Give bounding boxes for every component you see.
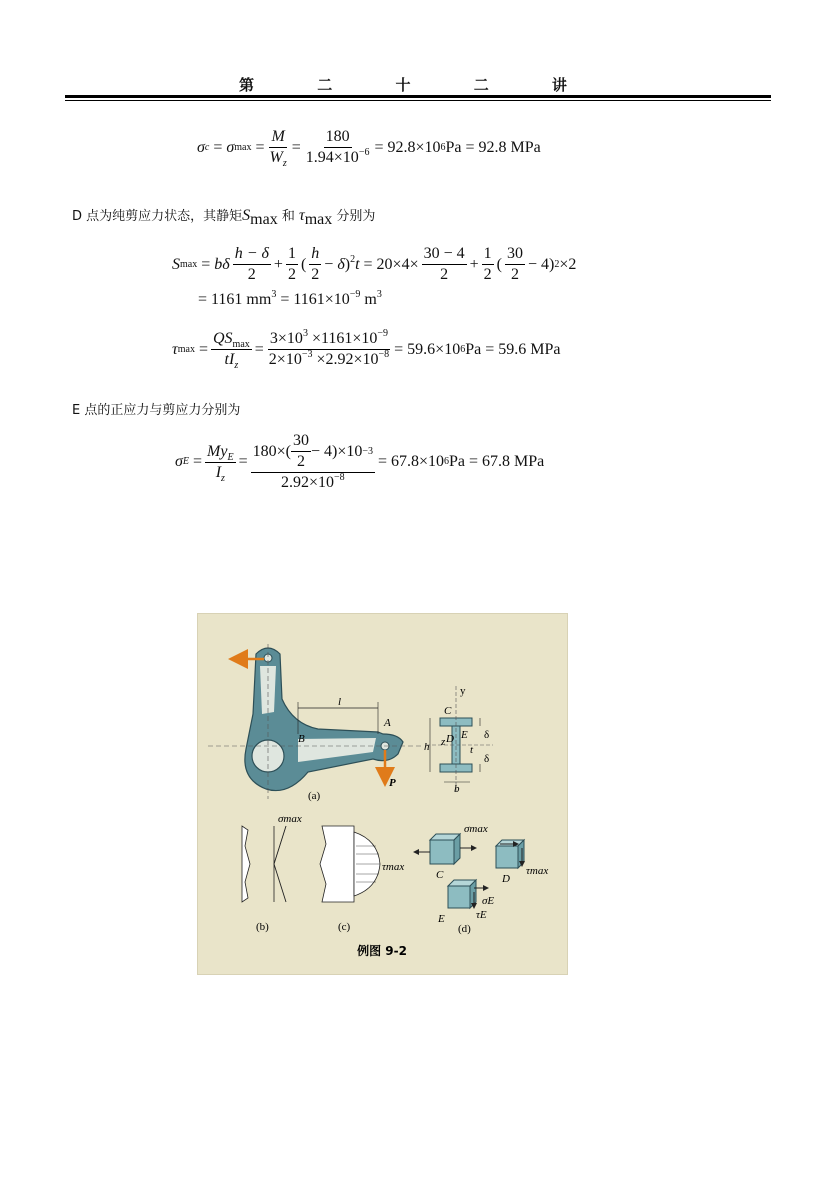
stress-diagram-b (242, 826, 286, 902)
eq3-num2b-exp: −9 (377, 328, 389, 339)
eq4-n30: 30 (291, 432, 311, 452)
eq4-num1: My (207, 442, 228, 460)
fig-label-E: E (461, 729, 468, 741)
eq2-fraction-h2 (309, 245, 321, 284)
fig-label-D-elem: D (502, 873, 510, 885)
stress-element-C (416, 834, 474, 864)
figure-example-9-2 (197, 613, 568, 975)
i-beam-cross-section (426, 686, 493, 792)
fig-label-E-elem: E (438, 913, 445, 925)
eq3-den1: tI (224, 351, 235, 368)
fig-label-C: C (444, 705, 452, 717)
fig-label-sigma-max-b: σmax (278, 813, 302, 825)
page-header: 第 二 十 二 讲 (239, 76, 596, 94)
eq2-rhs: = 20×4× (363, 255, 419, 273)
fig-label-a: (a) (308, 790, 321, 802)
fig-label-y: y (460, 685, 466, 697)
eq1-num1: M (269, 128, 286, 148)
eq4-result: = 67.8×10 (377, 453, 445, 470)
eq2-t1n: h − δ (233, 245, 271, 265)
paragraph-d-point: D 点为纯剪应力状态，其静矩$S_{max}$ 和 $\tau_{max}$ 分别为 (72, 207, 376, 228)
eq2-t1d: 2 (247, 266, 256, 283)
eq2-d2: 2 (440, 266, 449, 283)
eq1-den2-exp: −6 (358, 147, 370, 158)
eq1-lhs: σ (197, 138, 205, 156)
eq2-fraction-3 (422, 245, 467, 284)
eq3-den2-exp: −3 (301, 349, 313, 360)
fig-label-P: P (389, 777, 396, 789)
eq2-tail: − 4) (528, 255, 555, 273)
fig-label-c-panel: (c) (338, 921, 351, 933)
stress-element-E (448, 880, 486, 908)
eq1-fraction-2 (304, 128, 372, 167)
eq2-n30: 30 (505, 245, 525, 265)
para1-prefix: D 点为纯剪应力状态，其静矩 (72, 209, 243, 224)
eq2-line2-exp: 3 (271, 289, 277, 300)
header-rule-thin (65, 100, 771, 101)
eq4-den2: 2.92×10 (280, 474, 334, 491)
eq4-fraction-1 (205, 443, 236, 482)
fig-label-z: z (441, 736, 446, 748)
eq1-fraction-1 (268, 128, 289, 167)
header-rule-thick (65, 95, 771, 98)
eq2-hd: 2 (311, 266, 320, 283)
paragraph-e-point: E 点的正应力与剪应力分别为 (72, 403, 241, 418)
eq2-half-n: 1 (286, 245, 298, 265)
eq4-num2a: 180×( (252, 442, 291, 460)
eq2-line2c: m (360, 291, 377, 308)
eq4-num1-sub: E (227, 451, 234, 463)
eq3-result-tail: Pa = 59.6 MPa (465, 340, 561, 358)
eq4-den1: I (215, 463, 222, 481)
eq4-result-tail: Pa = 67.8 MPa (449, 453, 545, 470)
eq3-num2-exp: 3 (302, 328, 308, 339)
eq1-result-tail: Pa = 92.8 MPa (445, 138, 541, 156)
eq1-result: = 92.8×10 (374, 138, 441, 156)
para1-and: 和 (277, 209, 299, 224)
fig-label-B: B (298, 733, 305, 745)
equation-s-max: S max = bδ $\frac{h - \delta}{2}$ + $\frac{1}{2}$ ( $\frac{h}{2}$ − δ)$^2$t = 20×4× $\frac{30 - 4}{2}$ + $\frac{1}{2}$ ( $\frac{30}{2}$ − 4) 2 ×2 (172, 245, 577, 283)
stress-diagram-c (320, 826, 380, 902)
fig-label-tau-max-d: τmax (526, 865, 549, 877)
eq3-den2: 2×10 (268, 351, 302, 368)
fig-label-h: h (424, 741, 430, 753)
eq2-line2c-exp: 3 (376, 289, 382, 300)
eq1-num2: 180 (324, 128, 352, 148)
equation-s-max-line2 (198, 291, 382, 309)
fig-label-b: b (454, 783, 460, 795)
eq4-den2-exp: −8 (333, 472, 345, 483)
eq2-fraction-30-2: $\frac{30}{2}$ (507, 245, 523, 283)
eq4-d2: 2 (296, 453, 305, 470)
eq2-fraction-half-2: $\frac{1}{2}$ (483, 245, 492, 283)
equation-sigma-e: σ E = $\frac{My_E}{I_z}$ = 180×( $\frac{30}{2}$ − 4)×10 −3 $2.92\times 10^{-8}$ = 67.8×10 6 Pa = 67.8 MPa (175, 432, 545, 491)
eq1-den1-sub: z (282, 158, 287, 169)
eq3-den2b: ×2.92×10 (312, 351, 379, 368)
eq2-line2: = 1161 mm (198, 291, 272, 308)
eq4-fraction-2: 180×( $\frac{30}{2}$ − 4)×10 −3 $2.92\times 10^{-8}$ (252, 432, 373, 491)
fig-label-sigma-E: σE (482, 895, 495, 907)
eq1-den1: W (269, 149, 283, 166)
eq3-den1-sub: z (234, 360, 239, 371)
fig-label-b-panel: (b) (256, 921, 269, 933)
eq2-fraction-half (286, 245, 298, 284)
fig-label-C-elem: C (436, 869, 444, 881)
eq2-hn: h (309, 245, 321, 265)
eq1-max-symbol: σ (226, 138, 235, 156)
eq3-num1-sub: max (232, 339, 250, 350)
eq3-lhs: τ (172, 340, 178, 358)
eq2-n30m4: 30 − 4 (422, 245, 467, 265)
fig-label-A: A (384, 717, 391, 729)
eq3-num2: 3×10 (269, 330, 303, 347)
fig-label-d-panel: (d) (458, 923, 471, 935)
eq2-half-d: 2 (287, 266, 296, 283)
eq4-num2b: − 4)×10 (310, 442, 363, 460)
eq1-den2: 1.94×10 (305, 149, 359, 166)
eq3-num1: QS (212, 330, 233, 347)
fig-label-tau-max-c: τmax (382, 861, 405, 873)
eq3-result: = 59.6×10 (394, 340, 461, 358)
eq2-line2b: = 1161×10 (276, 291, 350, 308)
para1-suffix: 分别为 (332, 209, 376, 224)
eq3-fraction-1 (211, 330, 252, 369)
fig-label-t: t (470, 744, 474, 756)
crank-lever-drawing (208, 644, 423, 799)
eq3-num2b: ×1161×10 (307, 330, 378, 347)
eq2-fraction-1 (233, 245, 271, 284)
equation-sigma-c: σ c = σ max = $\frac{M}{W_z}$ = $\frac{180}{1.94\times 10^{-6}}$ = 92.8×10 6 Pa = 92.8 MPa (197, 128, 541, 169)
eq3-den2b-exp: −8 (378, 349, 390, 360)
fig-label-D: D (446, 733, 454, 745)
fig-label-l: l (338, 696, 342, 708)
stress-element-D (496, 840, 524, 868)
eq4-lhs: σ (175, 453, 183, 470)
fig-label-sigma-max-d: σmax (464, 823, 488, 835)
eq2-line2b-exp: −9 (349, 289, 361, 300)
fig-label-delta-bottom: δ (484, 753, 490, 765)
eq2-tail2: ×2 (559, 255, 577, 273)
equation-tau-max: τ max = $\frac{QS_{max}}{tI_z}$ = $\frac{3\times 10^3 \times 1161\times 10^{-9}}{2\times 10^{-3} \times 2.92\times 10^{-8}}$ = 59.6×10 6 Pa = 59.6 MPa (172, 328, 561, 371)
figure-caption: 例图 9-2 (357, 944, 407, 958)
fig-label-delta-top: δ (484, 729, 490, 741)
eq4-den1-sub: z (221, 472, 225, 484)
fig-label-tau-E: τE (476, 909, 487, 921)
eq3-fraction-2 (267, 330, 391, 369)
eq2-lhs: S (172, 255, 180, 273)
